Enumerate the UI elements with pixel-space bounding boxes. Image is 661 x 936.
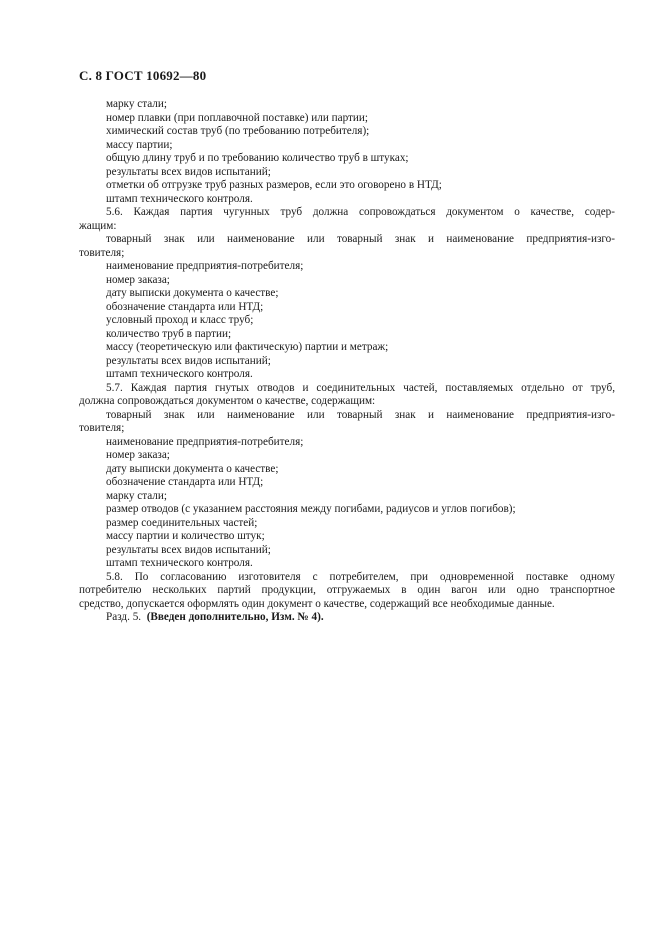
section-note [79, 611, 615, 625]
list-item: дату выписки документа о качестве; [106, 462, 279, 475]
paragraph-line: 5.7. Каждая партия гнутых отводов и соединительных частей, поставляемых отдельно от труб, [106, 381, 615, 394]
list-item: штамп технического контроля. [106, 368, 253, 380]
list-item: штамп технического контроля. [106, 557, 253, 569]
list-item: массу партии и количество штук; [106, 530, 265, 542]
paragraph-5-7 [79, 382, 615, 409]
list-item: обозначение стандарта или НТД; [106, 300, 264, 313]
list-item: размер соединительных частей; [106, 516, 258, 529]
paragraph-line: средство, допускается оформлять один документ о качестве, содержащий все необходимые данные. [79, 597, 555, 610]
list-item-continuation: товителя; [79, 422, 125, 434]
list-item: массу партии; [106, 138, 173, 151]
list-item-continuation: товителя; [79, 246, 125, 259]
list-item: номер заказа; [106, 449, 170, 461]
list-item: марку стали; [106, 98, 167, 110]
paragraph-line: должна сопровождаться документом о качестве, содержащим: [79, 395, 376, 407]
list-item: результаты всех видов испытаний; [106, 165, 271, 178]
section-note-amendment: (Введен дополнительно, Изм. № 4). [146, 611, 324, 623]
list-item: массу (теоретическую или фактическую) партии и метраж; [106, 341, 389, 353]
list-item: товарный знак или наименование или товарный знак и наименование предприятия-изго- [106, 233, 615, 245]
paragraph-line: жащим: [79, 219, 117, 232]
list-item: номер плавки (при поплавочной поставке) или партии; [106, 111, 369, 124]
list-item: результаты всех видов испытаний; [106, 543, 271, 556]
list-item: отметки об отгрузке труб разных размеров, если это оговорено в НТД; [106, 179, 442, 191]
paragraph-5-8 [79, 571, 615, 612]
paragraph-5-6 [79, 206, 615, 233]
paragraph-line: потребителю нескольких партий продукции, отгружаемых в один вагон или одно транспортное [79, 584, 615, 596]
list-item: количество труб в партии; [106, 327, 232, 340]
list-item: условный проход и класс труб; [106, 314, 254, 326]
paragraph-line: 5.6. Каждая партия чугунных труб должна сопровождаться документом о качестве, содер- [106, 206, 615, 218]
list-item: наименование предприятия-потребителя; [106, 435, 304, 448]
paragraph-line: 5.8. По согласованию изготовителя с потребителем, при одновременной поставке одному [106, 570, 615, 583]
section-note-prefix: Разд. 5. [106, 611, 142, 623]
list-item: общую длину труб и по требованию количество труб в штуках; [106, 152, 409, 164]
list-item: результаты всех видов испытаний; [106, 354, 271, 367]
list-item: дату выписки документа о качестве; [106, 287, 279, 299]
list-item: обозначение стандарта или НТД; [106, 476, 264, 488]
list-item: наименование предприятия-потребителя; [106, 260, 304, 272]
page-header: С. 8 ГОСТ 10692—80 [79, 68, 207, 83]
list-item: штамп технического контроля. [106, 192, 253, 205]
list-item: размер отводов (с указанием расстояния между погибами, радиусов и углов погибов); [106, 503, 516, 515]
list-item: марку стали; [106, 489, 167, 502]
list-item: химический состав труб (по требованию потребителя); [106, 125, 370, 137]
document-body [79, 98, 615, 625]
list-item: товарный знак или наименование или товарный знак и наименование предприятия-изго- [106, 408, 615, 421]
list-item: номер заказа; [106, 273, 170, 286]
